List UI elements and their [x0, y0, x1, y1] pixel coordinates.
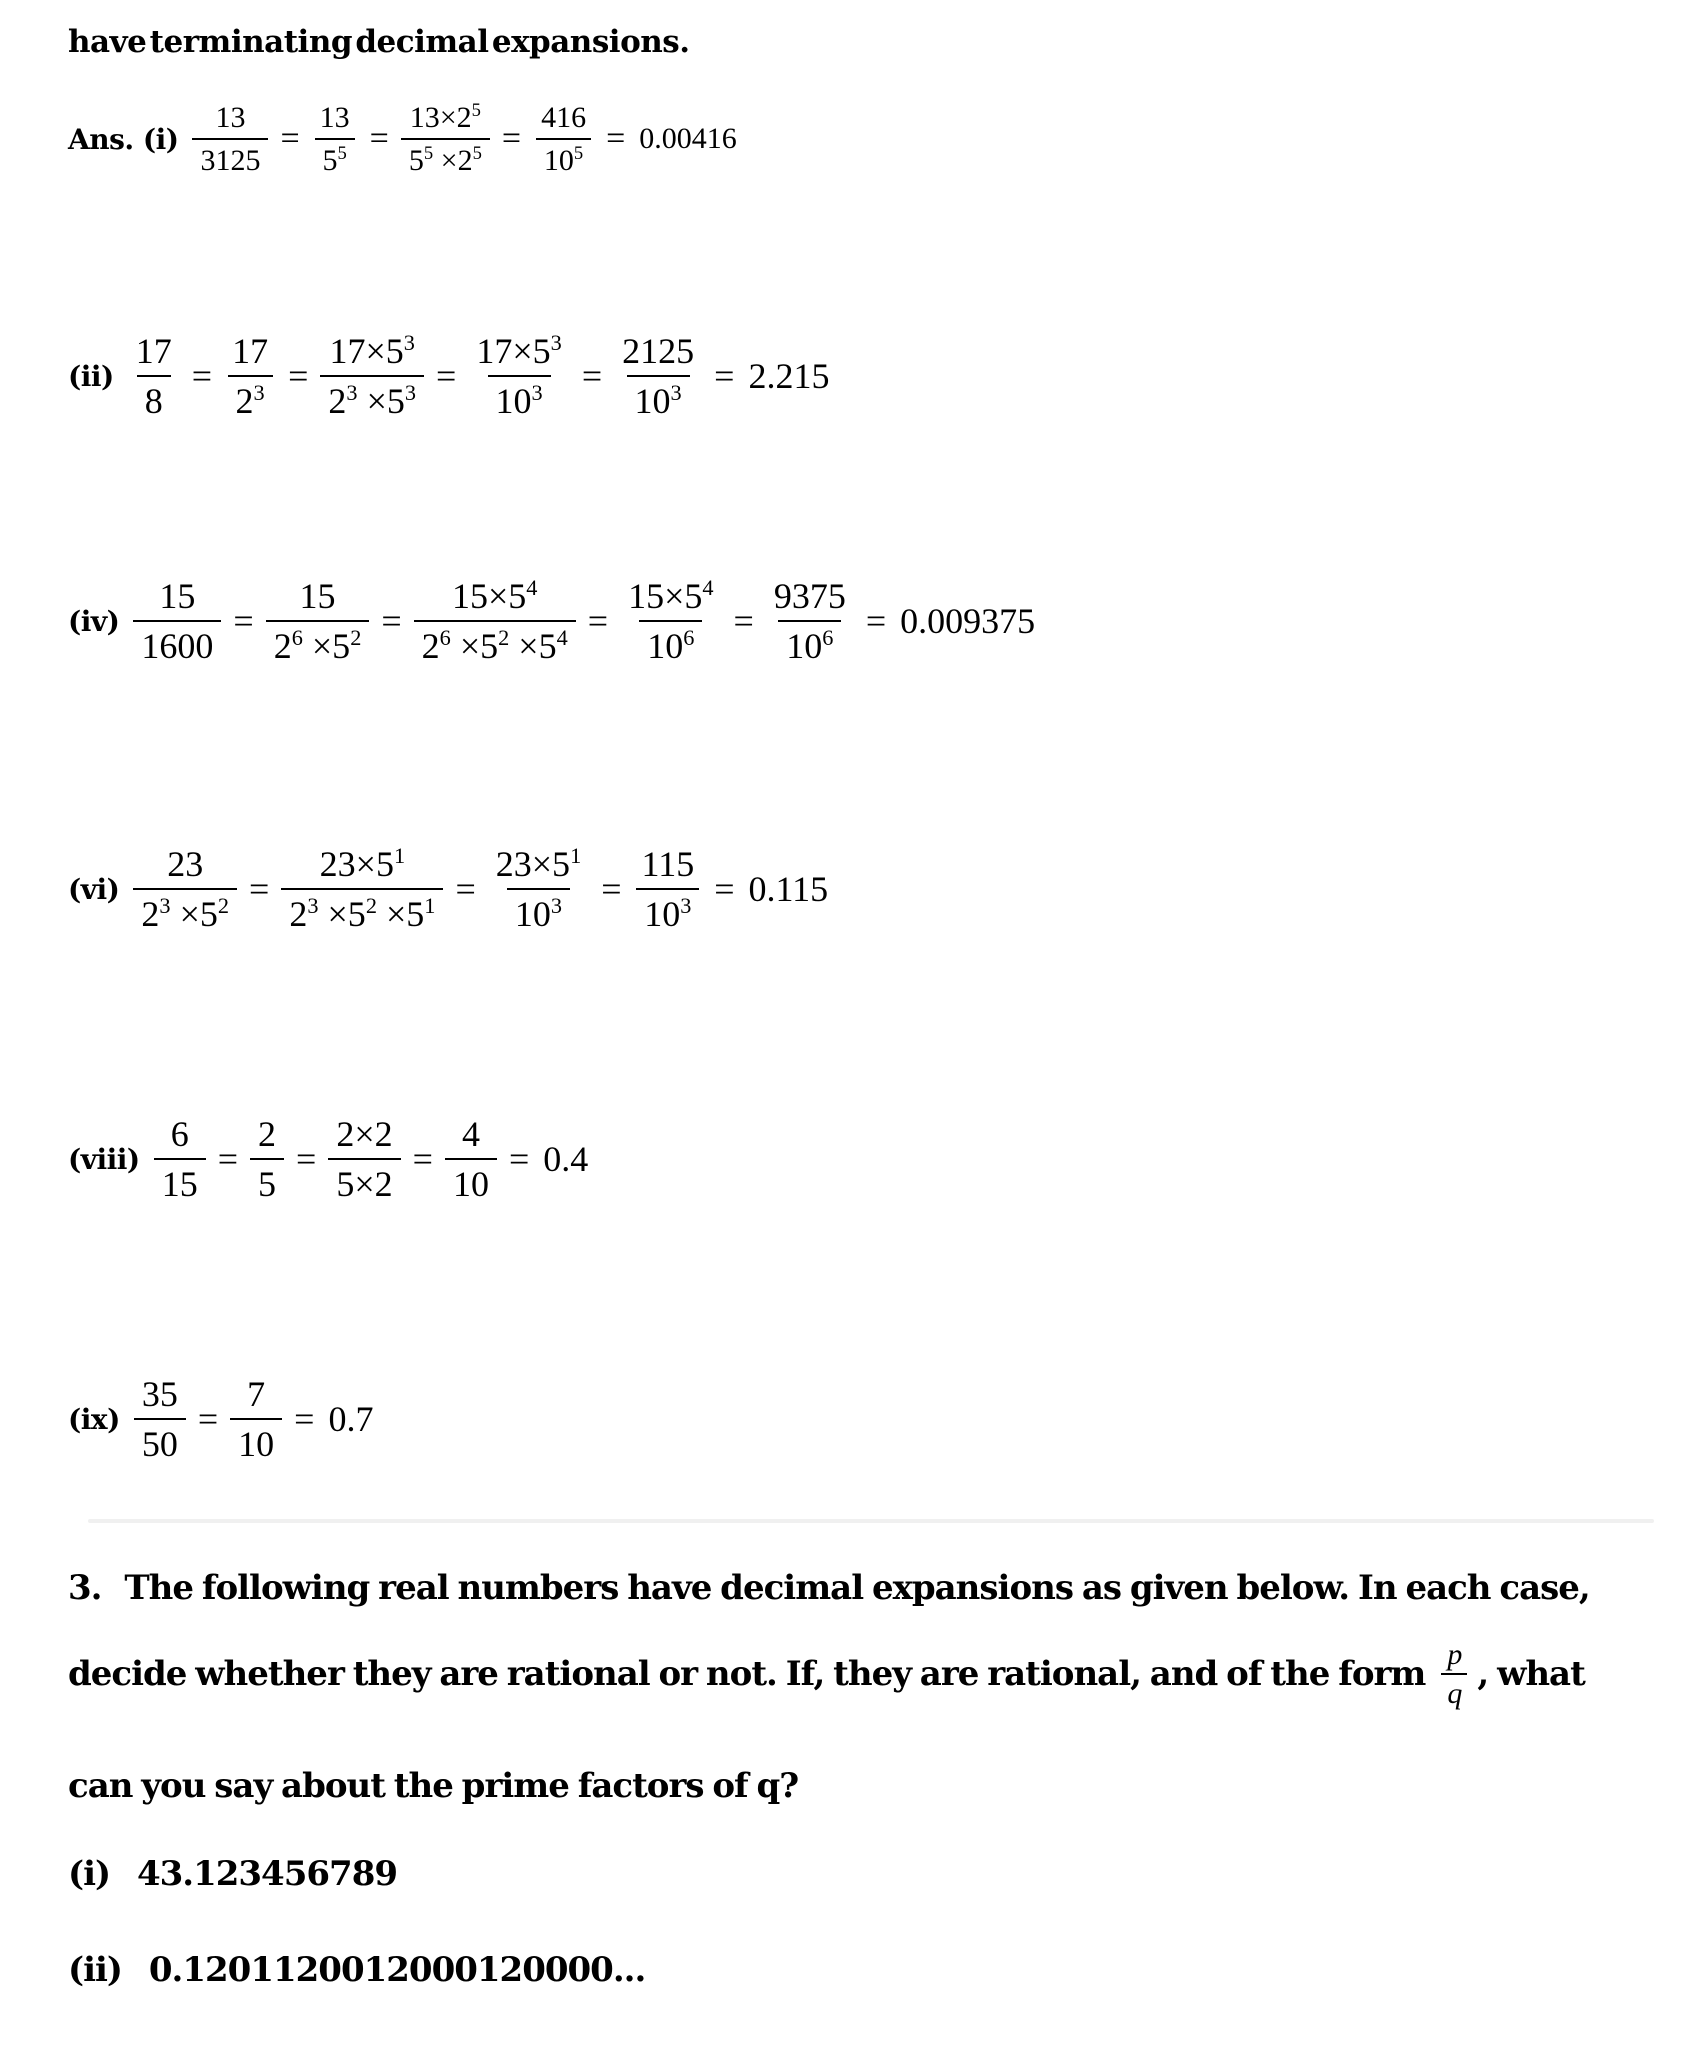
question-line-1 — [68, 1568, 1590, 1608]
fraction-denominator: $5^5$ — [315, 138, 355, 178]
question-line-3: can you say about the prime factors of q? — [68, 1766, 799, 1806]
question-text-1: The following real numbers have decimal expansions as given below. In each case, — [124, 1568, 1590, 1608]
fraction-denominator: $10^5$ — [536, 138, 591, 178]
fraction-denominator: 5×2 — [328, 1158, 400, 1205]
fraction-numerator: 4 — [461, 1114, 480, 1154]
equals-sign: = — [714, 869, 735, 910]
fraction-numerator: 115 — [641, 844, 695, 884]
equals-sign: = — [508, 1139, 530, 1180]
fraction-numerator: $13\times 2^5$ — [409, 100, 481, 134]
fraction-denominator: $10^6$ — [778, 620, 841, 667]
fraction-numerator: p — [1447, 1638, 1462, 1671]
fraction-numerator: 2125 — [622, 331, 695, 371]
result-text: 0.4 — [543, 1139, 589, 1180]
solution-label: (ix) — [68, 1402, 120, 1436]
fraction — [266, 575, 370, 668]
result-text: 2.215 — [748, 356, 830, 397]
equals-sign: = — [296, 1139, 317, 1180]
answer-item-label: (ii) — [68, 1950, 123, 1990]
question-number: 3. — [68, 1568, 102, 1608]
fraction-denominator: $10^6$ — [639, 620, 702, 667]
fraction-denominator: 15 — [154, 1158, 206, 1205]
fraction-numerator: 17 — [135, 331, 172, 371]
fraction — [281, 843, 443, 936]
fraction-denominator: $2^6 \times 5^2$ — [266, 620, 370, 667]
fraction — [614, 330, 702, 423]
fraction-numerator: $17\times 5^3$ — [329, 330, 415, 371]
fraction-denominator: 10 — [445, 1158, 497, 1205]
fraction-denominator: q — [1441, 1673, 1467, 1710]
question-text-2b: , what — [1477, 1654, 1585, 1694]
fraction-denominator: 50 — [134, 1418, 186, 1465]
equals-sign: = — [581, 356, 603, 397]
answer-item-value: 43.123456789 — [136, 1854, 398, 1894]
section-divider — [88, 1519, 1654, 1523]
question-line-2 — [68, 1638, 1585, 1710]
solution-row — [68, 330, 829, 423]
inline-fraction-p-q — [1441, 1638, 1467, 1710]
fraction — [133, 843, 237, 936]
solution-row — [68, 100, 737, 179]
answer-item — [68, 1950, 645, 1990]
fraction-numerator: 416 — [541, 101, 587, 134]
fraction-denominator: 1600 — [133, 620, 221, 667]
fraction-numerator: 2×2 — [336, 1114, 393, 1154]
fraction-numerator: 15 — [299, 576, 336, 616]
equals-sign: = — [587, 601, 609, 642]
fraction-denominator: $2^3 \times 5^3$ — [320, 375, 424, 422]
fraction — [320, 330, 424, 423]
fraction — [488, 843, 589, 936]
fraction-numerator: $23\times 5^1$ — [319, 843, 406, 884]
fraction — [533, 100, 594, 179]
solution-label: (iv) — [68, 604, 120, 638]
fraction-numerator: 9375 — [773, 576, 846, 616]
equals-sign: = — [606, 120, 626, 158]
equals-sign: = — [501, 120, 522, 158]
fraction-numerator: 6 — [170, 1114, 189, 1154]
fraction — [154, 1113, 206, 1206]
fraction-denominator: $10^3$ — [488, 375, 551, 422]
question-text-2a: decide whether they are rational or not. If, they are rational, and of the form — [68, 1654, 1426, 1694]
fraction — [766, 575, 854, 668]
solution-row — [68, 1373, 373, 1466]
solution-label: (ii) — [68, 359, 114, 393]
solution-row — [68, 843, 828, 936]
equals-sign: = — [714, 356, 735, 397]
solution-row — [68, 575, 1035, 668]
fraction-denominator: $10^3$ — [627, 375, 690, 422]
solution-label: (vi) — [68, 872, 120, 906]
equals-sign: = — [601, 869, 622, 910]
equals-sign: = — [412, 1139, 433, 1180]
result-text: 0.7 — [328, 1399, 374, 1440]
fraction-denominator: $10^3$ — [636, 888, 699, 935]
equals-sign: = — [233, 601, 254, 642]
fraction-denominator: 5 — [250, 1158, 284, 1205]
equals-sign: = — [217, 1139, 238, 1180]
fraction-numerator: 23 — [167, 844, 204, 884]
fraction-numerator: 15 — [159, 576, 196, 616]
fraction-numerator: $17\times 5^3$ — [476, 330, 562, 371]
fraction-denominator: $2^3 \times 5^2$ — [133, 888, 237, 935]
fraction-denominator: 8 — [137, 375, 171, 422]
result-text: 0.00416 — [639, 122, 737, 156]
fraction — [328, 1113, 400, 1206]
solution-label: (viii) — [68, 1142, 140, 1176]
equals-sign: = — [280, 120, 300, 158]
fraction-denominator: 3125 — [192, 138, 268, 178]
equals-sign: = — [865, 601, 887, 642]
fraction — [312, 100, 358, 179]
fraction-denominator: $2^3 \times 5^2 \times 5^1$ — [281, 888, 443, 935]
equals-sign: = — [436, 356, 457, 397]
fraction-numerator: $15\times 5^4$ — [451, 575, 538, 616]
fraction — [133, 575, 221, 668]
fraction — [134, 1373, 186, 1466]
fraction-denominator: $5^5 \times 2^5$ — [401, 138, 490, 178]
equals-sign: = — [288, 356, 309, 397]
equals-sign: = — [369, 120, 389, 158]
fraction-numerator: 13 — [319, 101, 350, 134]
answer-item-label: (i) — [68, 1854, 111, 1894]
fraction — [192, 100, 268, 179]
equals-sign: = — [381, 601, 402, 642]
equals-sign: = — [197, 1399, 219, 1440]
fraction — [414, 575, 576, 668]
fraction — [401, 100, 490, 179]
fraction-numerator: 7 — [247, 1374, 266, 1414]
fraction-numerator: 13 — [215, 101, 246, 134]
fraction-denominator: $2^6 \times 5^2 \times 5^4$ — [414, 620, 576, 667]
fraction — [224, 330, 276, 423]
fraction — [468, 330, 569, 423]
answer-item-value: 0.1201120012000120000... — [148, 1950, 646, 1990]
fraction-denominator: $2^3$ — [228, 375, 273, 422]
fraction — [620, 575, 721, 668]
fraction — [250, 1113, 284, 1206]
fraction-numerator: 17 — [232, 331, 269, 371]
result-text: 0.009375 — [900, 601, 1036, 642]
fraction — [445, 1113, 497, 1206]
equals-sign: = — [733, 601, 754, 642]
fraction-denominator: $10^3$ — [507, 888, 570, 935]
fraction — [230, 1373, 282, 1466]
page-title: have terminating decimal expansions. — [68, 24, 690, 60]
equals-sign: = — [249, 869, 270, 910]
solution-label: Ans. (i) — [68, 122, 179, 156]
fraction-numerator: $15\times 5^4$ — [628, 575, 714, 616]
answer-item — [68, 1854, 397, 1894]
fraction — [634, 843, 703, 936]
result-text: 0.115 — [748, 869, 829, 910]
fraction-numerator: 35 — [141, 1374, 178, 1414]
equals-sign: = — [191, 356, 213, 397]
fraction-denominator: 10 — [230, 1418, 282, 1465]
equals-sign: = — [455, 869, 476, 910]
fraction-numerator: $23\times 5^1$ — [495, 843, 582, 884]
fraction-numerator: 2 — [258, 1114, 276, 1154]
solution-row — [68, 1113, 588, 1206]
equals-sign: = — [294, 1399, 315, 1440]
fraction — [128, 330, 180, 423]
